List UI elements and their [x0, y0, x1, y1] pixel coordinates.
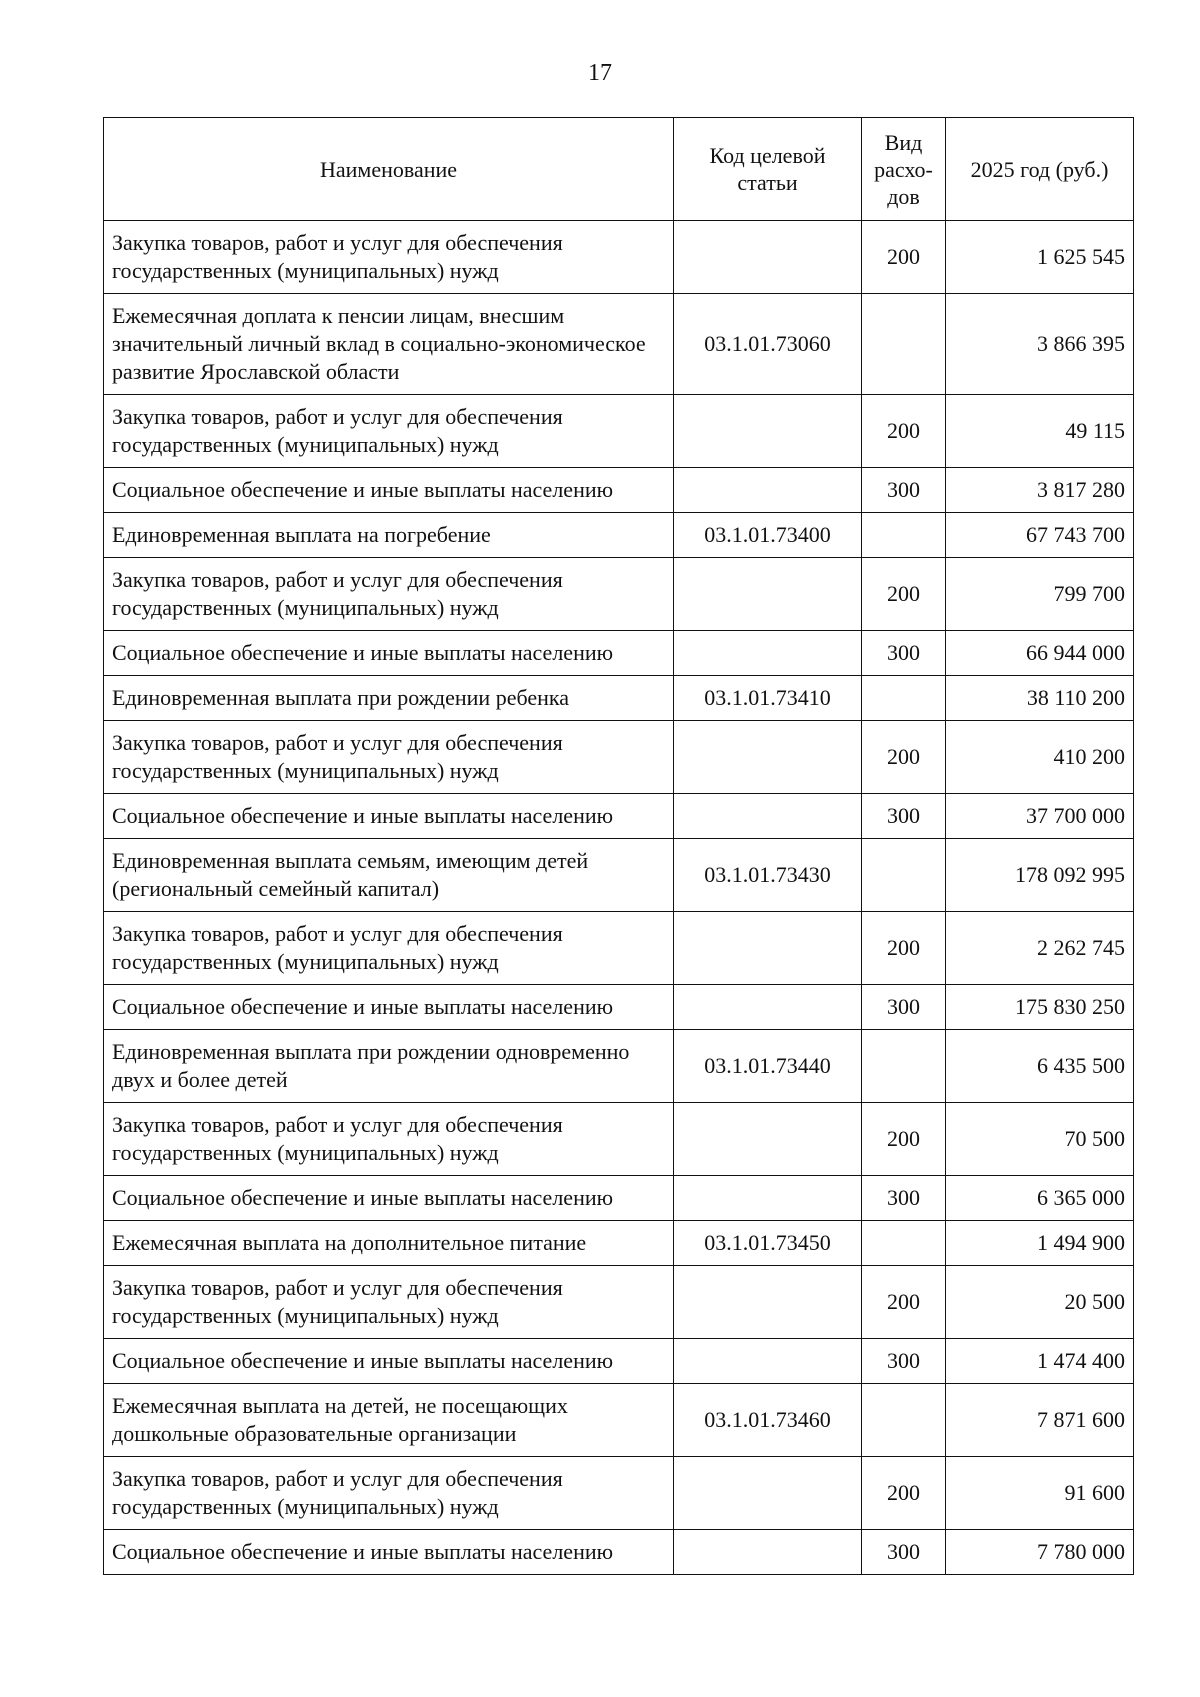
row-amount: 67 743 700 — [946, 513, 1134, 558]
row-name: Закупка товаров, работ и услуг для обеспечения государственных (муниципальных) нужд — [104, 221, 674, 294]
row-type: 300 — [862, 794, 946, 839]
row-type: 200 — [862, 721, 946, 794]
row-type: 200 — [862, 221, 946, 294]
row-name: Социальное обеспечение и иные выплаты населению — [104, 985, 674, 1030]
row-type: 200 — [862, 1457, 946, 1530]
row-amount: 3 866 395 — [946, 294, 1134, 395]
row-amount: 1 494 900 — [946, 1221, 1134, 1266]
row-code — [674, 1103, 862, 1176]
table-row — [104, 1339, 1134, 1384]
table-row — [104, 221, 1134, 294]
table-row — [104, 676, 1134, 721]
row-type — [862, 1030, 946, 1103]
table-row — [104, 631, 1134, 676]
row-amount: 66 944 000 — [946, 631, 1134, 676]
row-amount: 410 200 — [946, 721, 1134, 794]
row-type: 300 — [862, 468, 946, 513]
row-type — [862, 1384, 946, 1457]
table-row — [104, 1266, 1134, 1339]
table-row — [104, 721, 1134, 794]
row-code — [674, 1266, 862, 1339]
row-name: Единовременная выплата при рождении одновременно двух и более детей — [104, 1030, 674, 1103]
table-row — [104, 1530, 1134, 1575]
row-type: 300 — [862, 1339, 946, 1384]
row-name: Социальное обеспечение и иные выплаты населению — [104, 794, 674, 839]
row-amount: 178 092 995 — [946, 839, 1134, 912]
row-code — [674, 1530, 862, 1575]
row-name: Закупка товаров, работ и услуг для обеспечения государственных (муниципальных) нужд — [104, 1103, 674, 1176]
row-amount: 70 500 — [946, 1103, 1134, 1176]
row-amount: 20 500 — [946, 1266, 1134, 1339]
page-number: 17 — [588, 60, 612, 86]
row-type: 200 — [862, 912, 946, 985]
header-name: Наименование — [104, 118, 674, 221]
row-code: 03.1.01.73460 — [674, 1384, 862, 1457]
row-amount: 1 474 400 — [946, 1339, 1134, 1384]
row-code — [674, 558, 862, 631]
row-code — [674, 1339, 862, 1384]
row-name: Ежемесячная выплата на детей, не посещающих дошкольные образовательные организации — [104, 1384, 674, 1457]
row-type: 200 — [862, 395, 946, 468]
row-name: Закупка товаров, работ и услуг для обеспечения государственных (муниципальных) нужд — [104, 1457, 674, 1530]
row-amount: 1 625 545 — [946, 221, 1134, 294]
row-type: 200 — [862, 1103, 946, 1176]
row-amount: 91 600 — [946, 1457, 1134, 1530]
row-amount: 37 700 000 — [946, 794, 1134, 839]
row-code — [674, 631, 862, 676]
header-amount: 2025 год (руб.) — [946, 118, 1134, 221]
row-code — [674, 985, 862, 1030]
row-type — [862, 294, 946, 395]
table-row — [104, 1176, 1134, 1221]
table-row — [104, 1457, 1134, 1530]
table-row — [104, 1030, 1134, 1103]
row-code — [674, 468, 862, 513]
row-code — [674, 1457, 862, 1530]
header-type: Вид расхо-дов — [862, 118, 946, 221]
row-type: 300 — [862, 1176, 946, 1221]
row-code — [674, 1176, 862, 1221]
table-row — [104, 395, 1134, 468]
row-code — [674, 395, 862, 468]
row-type — [862, 839, 946, 912]
row-name: Социальное обеспечение и иные выплаты населению — [104, 1176, 674, 1221]
table-row — [104, 294, 1134, 395]
table-row — [104, 468, 1134, 513]
table-row — [104, 985, 1134, 1030]
row-amount: 6 435 500 — [946, 1030, 1134, 1103]
row-code — [674, 912, 862, 985]
table-row — [104, 1384, 1134, 1457]
row-amount: 3 817 280 — [946, 468, 1134, 513]
row-type: 300 — [862, 631, 946, 676]
row-name: Единовременная выплата при рождении ребенка — [104, 676, 674, 721]
row-name: Единовременная выплата на погребение — [104, 513, 674, 558]
table-row — [104, 794, 1134, 839]
row-amount: 49 115 — [946, 395, 1134, 468]
row-amount: 799 700 — [946, 558, 1134, 631]
row-name: Закупка товаров, работ и услуг для обеспечения государственных (муниципальных) нужд — [104, 395, 674, 468]
table-body — [104, 221, 1134, 1575]
row-code: 03.1.01.73410 — [674, 676, 862, 721]
row-name: Закупка товаров, работ и услуг для обеспечения государственных (муниципальных) нужд — [104, 721, 674, 794]
row-amount: 6 365 000 — [946, 1176, 1134, 1221]
header-code: Код целевой статьи — [674, 118, 862, 221]
row-code — [674, 221, 862, 294]
row-type: 200 — [862, 1266, 946, 1339]
table-row — [104, 558, 1134, 631]
row-type — [862, 513, 946, 558]
row-amount: 7 871 600 — [946, 1384, 1134, 1457]
row-code — [674, 721, 862, 794]
row-name: Социальное обеспечение и иные выплаты населению — [104, 631, 674, 676]
row-type: 300 — [862, 985, 946, 1030]
row-type: 300 — [862, 1530, 946, 1575]
row-code: 03.1.01.73400 — [674, 513, 862, 558]
row-code: 03.1.01.73450 — [674, 1221, 862, 1266]
row-amount: 2 262 745 — [946, 912, 1134, 985]
table-header-row — [104, 118, 1134, 221]
row-code: 03.1.01.73060 — [674, 294, 862, 395]
row-type: 200 — [862, 558, 946, 631]
row-code — [674, 794, 862, 839]
row-name: Закупка товаров, работ и услуг для обеспечения государственных (муниципальных) нужд — [104, 912, 674, 985]
row-name: Закупка товаров, работ и услуг для обеспечения государственных (муниципальных) нужд — [104, 558, 674, 631]
row-code: 03.1.01.73440 — [674, 1030, 862, 1103]
row-amount: 38 110 200 — [946, 676, 1134, 721]
row-code: 03.1.01.73430 — [674, 839, 862, 912]
row-name: Ежемесячная доплата к пенсии лицам, внесшим значительный личный вклад в социально-экономическое развитие Ярославской области — [104, 294, 674, 395]
row-amount: 175 830 250 — [946, 985, 1134, 1030]
row-name: Ежемесячная выплата на дополнительное питание — [104, 1221, 674, 1266]
row-name: Закупка товаров, работ и услуг для обеспечения государственных (муниципальных) нужд — [104, 1266, 674, 1339]
row-name: Единовременная выплата семьям, имеющим детей (региональный семейный капитал) — [104, 839, 674, 912]
row-type — [862, 676, 946, 721]
table-row — [104, 1221, 1134, 1266]
row-name: Социальное обеспечение и иные выплаты населению — [104, 1339, 674, 1384]
row-name: Социальное обеспечение и иные выплаты населению — [104, 468, 674, 513]
budget-table — [103, 117, 1134, 1575]
table-row — [104, 839, 1134, 912]
row-name: Социальное обеспечение и иные выплаты населению — [104, 1530, 674, 1575]
table-row — [104, 513, 1134, 558]
row-type — [862, 1221, 946, 1266]
table-row — [104, 912, 1134, 985]
row-amount: 7 780 000 — [946, 1530, 1134, 1575]
table-row — [104, 1103, 1134, 1176]
